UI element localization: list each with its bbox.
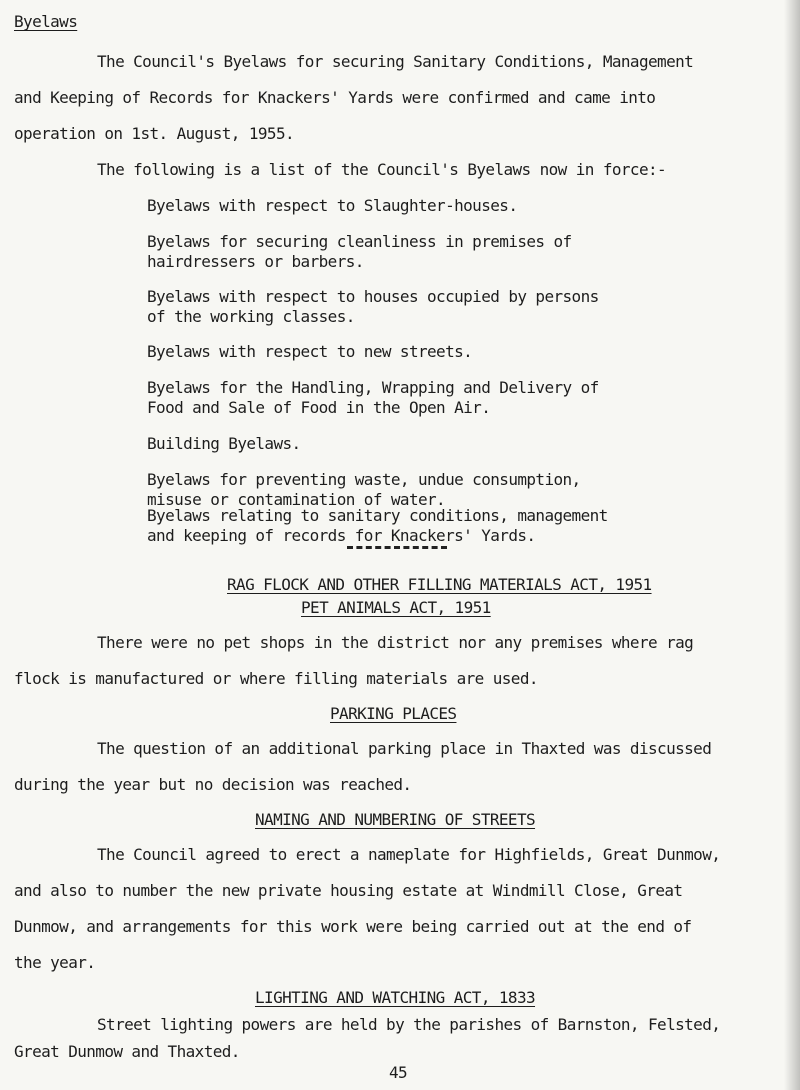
paragraph-line: the year. xyxy=(14,953,96,972)
byelaw-item: Byelaws for preventing waste, undue consumption, xyxy=(147,470,581,489)
paragraph-line: during the year but no decision was reached. xyxy=(14,775,412,794)
paragraph-line: operation on 1st. August, 1955. xyxy=(14,124,295,143)
paragraph-line: and also to number the new private housing estate at Windmill Close, Great xyxy=(14,881,683,900)
byelaw-item: Byelaws with respect to houses occupied by persons xyxy=(147,287,599,306)
page-number: 45 xyxy=(389,1063,408,1082)
list-intro: The following is a list of the Council's Byelaws now in force:- xyxy=(97,160,667,179)
byelaw-item-cont: Food and Sale of Food in the Open Air. xyxy=(147,398,491,417)
section-title: Byelaws xyxy=(14,12,78,31)
paragraph-line: Street lighting powers are held by the parishes of Barnston, Felsted, xyxy=(97,1015,721,1034)
byelaw-item: Byelaws with respect to new streets. xyxy=(147,342,473,361)
byelaw-item-cont: and keeping of records for Knackers' Yards. xyxy=(147,526,536,545)
byelaw-item-cont: hairdressers or barbers. xyxy=(147,252,364,271)
byelaw-item-cont: of the working classes. xyxy=(147,307,355,326)
heading-naming-numbering: NAMING AND NUMBERING OF STREETS xyxy=(255,810,536,829)
paragraph-line: Great Dunmow and Thaxted. xyxy=(14,1042,240,1061)
paragraph-line: There were no pet shops in the district nor any premises where rag xyxy=(97,633,694,652)
heading-pet-animals-act: PET ANIMALS ACT, 1951 xyxy=(301,598,491,617)
paragraph-line: flock is manufactured or where filling materials are used. xyxy=(14,669,538,688)
byelaw-item: Byelaws relating to sanitary conditions, management xyxy=(147,506,608,525)
byelaw-item: Byelaws with respect to Slaughter-houses. xyxy=(147,196,518,215)
paragraph-line: The Council agreed to erect a nameplate for Highfields, Great Dunmow, xyxy=(97,845,721,864)
byelaw-item-cont: misuse or contamination of water. xyxy=(147,490,446,509)
byelaw-item: Building Byelaws. xyxy=(147,434,301,453)
byelaw-item: Byelaws for the Handling, Wrapping and Delivery of xyxy=(147,378,599,397)
heading-rag-flock-act: RAG FLOCK AND OTHER FILLING MATERIALS ACT, 1951 xyxy=(227,575,652,594)
page-edge-shadow xyxy=(784,0,800,1090)
paragraph-line: Dunmow, and arrangements for this work were being carried out at the end of xyxy=(14,917,692,936)
section-divider xyxy=(347,546,447,549)
paragraph-line: The Council's Byelaws for securing Sanitary Conditions, Management xyxy=(97,52,694,71)
paragraph-line: The question of an additional parking place in Thaxted was discussed xyxy=(97,739,712,758)
heading-parking-places: PARKING PLACES xyxy=(330,704,457,723)
byelaw-item: Byelaws for securing cleanliness in premises of xyxy=(147,232,572,251)
heading-lighting-act: LIGHTING AND WATCHING ACT, 1833 xyxy=(255,988,536,1007)
paragraph-line: and Keeping of Records for Knackers' Yards were confirmed and came into xyxy=(14,88,656,107)
